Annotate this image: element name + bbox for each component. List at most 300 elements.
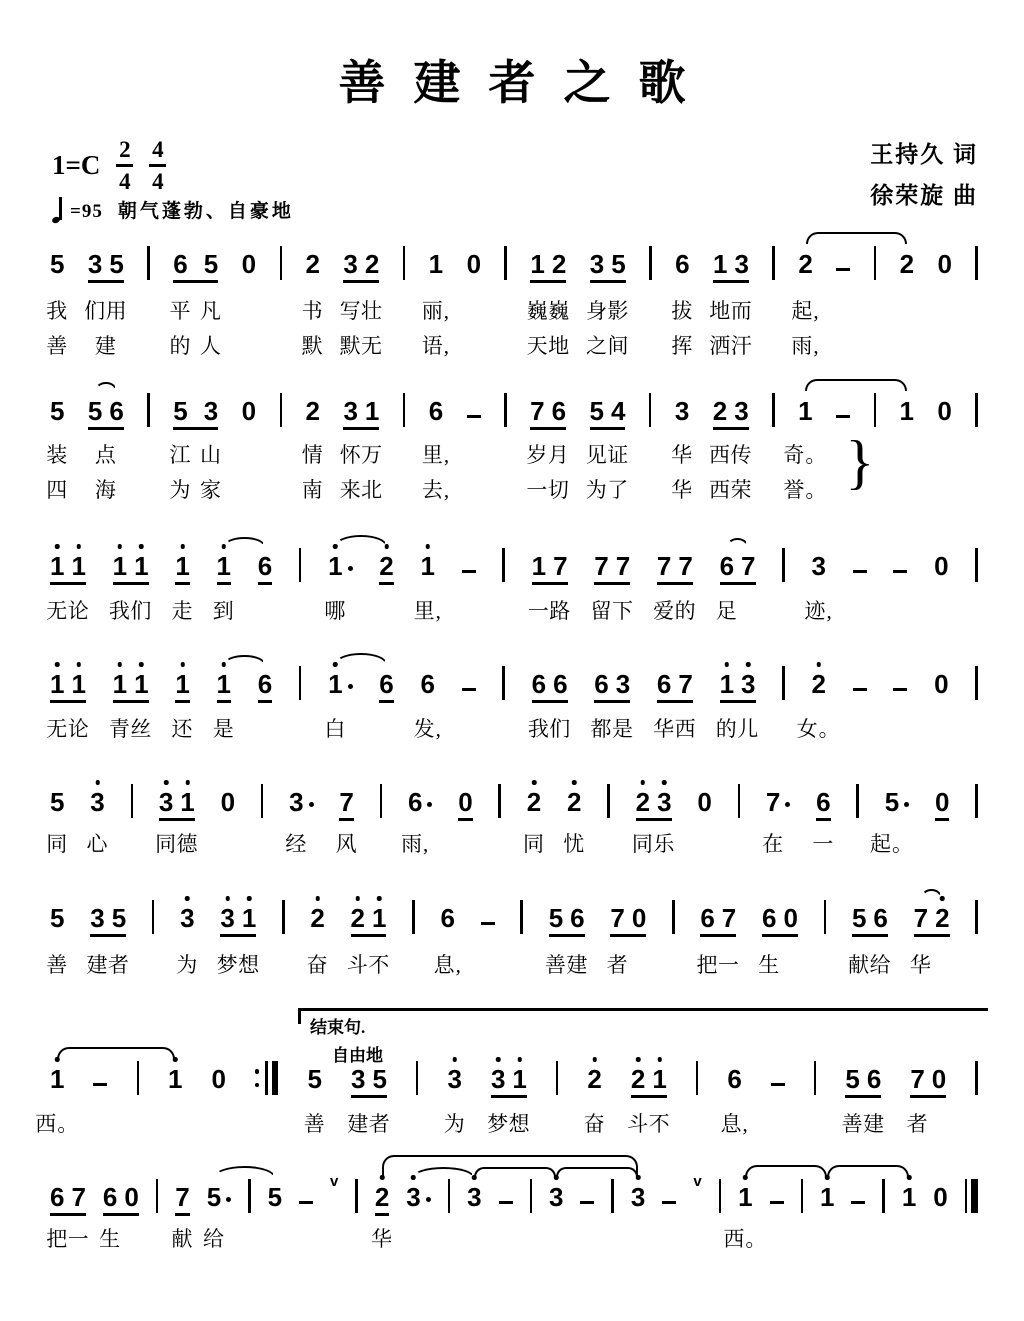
lyric-syllable: 留 <box>590 599 613 623</box>
beamed-note-group <box>657 553 693 585</box>
note-digit: 6 <box>727 1064 742 1094</box>
barline <box>719 1179 722 1216</box>
lyric-syllable: 语, <box>421 334 451 358</box>
barline <box>498 784 501 821</box>
note <box>217 671 231 703</box>
lyric-syllable: 还 <box>171 717 194 741</box>
note-digit: 3 <box>203 396 219 426</box>
note-digit: 1 <box>820 1184 834 1216</box>
octave-dot-above <box>76 544 81 549</box>
octave-dot-above <box>592 1057 597 1062</box>
note-digit: 6 <box>816 789 830 821</box>
breath-mark: v <box>330 1173 339 1190</box>
beamed-note-group <box>50 1184 86 1216</box>
slur-tie <box>335 653 386 664</box>
lyric-syllable: 汗 <box>730 334 753 358</box>
barline <box>299 548 302 585</box>
lyric-syllable: 奇。 <box>783 443 828 467</box>
barline <box>824 900 827 937</box>
note-digit: 5 <box>87 396 103 426</box>
octave-dot-above <box>139 544 144 549</box>
rest <box>467 251 481 283</box>
beamed-note-group <box>594 553 630 585</box>
note-digit: 7 <box>339 789 353 821</box>
lyric-syllable: 无 <box>361 334 384 358</box>
lyric-syllable: 点 <box>94 443 117 467</box>
lyric-syllable: 华 <box>371 1227 394 1251</box>
lyric-syllable: 发, <box>413 717 442 741</box>
note-digit: 3 <box>674 396 690 426</box>
lyric-syllable: 德 <box>176 832 199 856</box>
lyric-syllable: 善 <box>544 953 567 977</box>
note-digit: 6 <box>50 1182 65 1212</box>
duration-dash <box>299 1201 313 1217</box>
slur-tie <box>224 537 265 546</box>
octave-dot-above <box>118 544 123 549</box>
lyric-syllable: 了 <box>607 478 630 502</box>
barline <box>856 784 859 821</box>
note <box>268 1184 282 1216</box>
note <box>50 398 64 430</box>
note-digit: 6 <box>656 669 672 699</box>
lyric-syllable: 一 <box>812 832 835 856</box>
rest <box>242 398 256 430</box>
lyric-syllable: 无 <box>46 599 69 623</box>
lyric-syllable: 论 <box>67 717 90 741</box>
note-digit: 1 <box>217 553 231 585</box>
lyric-syllable: 家 <box>199 478 222 502</box>
duration-dash <box>462 688 476 704</box>
note-digit: 6 <box>420 669 435 699</box>
note-digit: 2 <box>527 789 541 821</box>
slur-tie <box>556 1167 638 1177</box>
note-digit: 0 <box>937 249 952 279</box>
note-digit: 6 <box>551 396 567 426</box>
time-numerator: 4 <box>152 137 164 162</box>
lyric-syllable: 者 <box>107 953 130 977</box>
lyric-syllable: 见 <box>585 443 608 467</box>
lyric-syllable: 不 <box>368 953 391 977</box>
beamed-note-group <box>491 1066 527 1098</box>
lyric-syllable: 是 <box>212 717 235 741</box>
barline <box>530 1179 533 1216</box>
duration-dash <box>853 570 867 586</box>
lyric-syllable: 生 <box>758 953 781 977</box>
lyric-syllable: 不 <box>648 1112 671 1136</box>
barline <box>416 1061 419 1098</box>
note-digit: 3 <box>87 249 103 279</box>
music-system-1 <box>46 243 978 358</box>
beamed-note-group <box>657 671 693 703</box>
note-digit: 2 <box>811 671 825 703</box>
beamed-note-group <box>530 251 566 283</box>
note-digit: 1 <box>180 789 194 815</box>
barline <box>975 548 978 585</box>
note-digit: 0 <box>220 787 236 817</box>
beamed-note-group <box>914 905 950 937</box>
note-digit: 1 <box>168 1066 182 1098</box>
note-row <box>50 897 978 937</box>
beamed-note-group <box>549 905 585 937</box>
lyric-syllable: 走 <box>171 599 194 623</box>
note-digit: 1 <box>113 553 127 579</box>
lyric-syllable: 为 <box>169 478 192 502</box>
lyric-syllable: 建 <box>863 1112 886 1136</box>
barline <box>502 666 505 703</box>
note <box>798 398 812 430</box>
beamed-note-group <box>532 671 568 703</box>
lyric-syllable: 装 <box>46 443 69 467</box>
lyric-syllable: 我 <box>527 717 550 741</box>
augmentation-dot <box>426 1197 431 1202</box>
beamed-note-group <box>220 905 256 937</box>
lyric-syllable: 海 <box>94 478 117 502</box>
beamed-note-group <box>636 789 672 821</box>
slur-tie <box>57 1047 175 1059</box>
barline <box>156 1179 159 1216</box>
note-digit: 3 <box>615 669 631 699</box>
note-row <box>50 243 978 283</box>
barline <box>282 900 285 937</box>
note <box>675 251 689 283</box>
lyric-syllable: 拔 <box>671 299 694 323</box>
note-digit: 2 <box>899 249 915 279</box>
note-digit: 2 <box>305 249 320 279</box>
note-digit: 6 <box>173 249 188 279</box>
rest <box>242 251 256 283</box>
note-digit: 1 <box>175 553 189 585</box>
note-digit: 0 <box>124 1182 139 1212</box>
note-digit: 6 <box>675 249 690 279</box>
note-digit: 3 <box>90 903 105 933</box>
note-digit: 6 <box>531 669 547 699</box>
note-digit: 5 <box>851 903 867 933</box>
note-digit: 5 <box>845 1064 860 1094</box>
note-digit: 2 <box>712 396 728 426</box>
note-digit: 3 <box>467 1184 481 1216</box>
note-digit: 1 <box>512 1066 526 1092</box>
note-digit: 1 <box>364 396 380 426</box>
duration-dash <box>836 268 850 284</box>
note <box>727 1066 741 1098</box>
note-digit: 0 <box>934 551 949 581</box>
note-digit: 1 <box>134 671 148 697</box>
barline <box>131 784 134 821</box>
lyric-syllable: 乐 <box>653 832 676 856</box>
barline <box>649 246 652 283</box>
note-digit: 6 <box>102 1182 118 1212</box>
octave-dot-above <box>139 662 144 667</box>
lyric-syllable: 爱 <box>653 599 676 623</box>
lyric-syllable: 西 <box>674 717 697 741</box>
slur-tie <box>806 232 907 244</box>
note-row <box>50 781 978 821</box>
music-system-5 <box>46 781 978 856</box>
octave-dot-above <box>55 544 60 549</box>
augmentation-dot <box>226 1197 231 1202</box>
music-system-3 <box>46 545 978 623</box>
note-digit: 3 <box>343 249 358 279</box>
slur-tie <box>335 535 386 546</box>
octave-dot-above <box>185 780 190 785</box>
barline <box>556 1061 559 1098</box>
lyric-syllable: 女。 <box>796 717 841 741</box>
lyric-syllable: 同 <box>46 832 69 856</box>
lyric-syllable: 是 <box>611 717 634 741</box>
key-time-signature <box>52 138 166 193</box>
verse-brace: } <box>845 429 875 495</box>
lyric-syllable: 建 <box>566 953 589 977</box>
octave-dot-above <box>746 662 751 667</box>
note <box>50 251 64 283</box>
note <box>339 789 353 821</box>
lyric-syllable: 者 <box>906 1112 929 1136</box>
note-digit: 0 <box>211 1064 226 1094</box>
lyric-syllable: 洒 <box>709 334 732 358</box>
rest <box>933 1184 947 1216</box>
note-digit: 3 <box>631 1184 645 1216</box>
tempo-bpm: =95 <box>70 201 103 222</box>
note <box>549 1184 563 1216</box>
barline <box>152 900 155 937</box>
lyric-syllable: 路 <box>549 599 572 623</box>
rest <box>458 789 472 821</box>
note-digit: 6 <box>866 1064 882 1094</box>
octave-dot-above <box>425 544 430 549</box>
duration-dash <box>580 1201 594 1217</box>
lyric-syllable: 生 <box>99 1227 122 1251</box>
note-digit: 5 <box>111 903 127 933</box>
note <box>90 789 104 821</box>
barline <box>504 393 507 430</box>
note <box>310 905 324 937</box>
barline <box>874 393 877 430</box>
note-digit: 1 <box>531 551 547 581</box>
note-digit: 3 <box>549 1184 563 1216</box>
note-digit: 5 <box>109 249 124 279</box>
octave-dot-above <box>95 780 100 785</box>
lyric-syllable: 论 <box>67 599 90 623</box>
note-row <box>50 390 978 430</box>
lyric-syllable: 华 <box>909 953 932 977</box>
note-digit: 7 <box>615 551 631 581</box>
note <box>180 905 194 937</box>
lyric-syllable: 怀 <box>339 443 362 467</box>
note-digit: 7 <box>594 551 609 581</box>
note-digit: 0 <box>697 787 712 817</box>
note <box>899 398 913 430</box>
lyric-syllable: 来 <box>339 478 362 502</box>
lyric-syllable: 地 <box>548 334 571 358</box>
lyric-syllable: 凡 <box>199 299 222 323</box>
note <box>50 789 64 821</box>
duration-dash <box>893 570 907 586</box>
lyric-syllable: 北 <box>361 478 384 502</box>
lyric-syllable: 在 <box>762 832 785 856</box>
lyric-syllable: 献 <box>171 1227 194 1251</box>
octave-dot-above <box>641 780 646 785</box>
note-digit: 6 <box>719 551 735 581</box>
note <box>631 1184 645 1216</box>
lyric-syllable: 善 <box>46 953 69 977</box>
octave-dot-above <box>496 1057 501 1062</box>
fraction-bar <box>116 164 133 167</box>
beamed-note-group <box>351 905 387 937</box>
note <box>447 1066 461 1098</box>
note-digit: 5 <box>50 787 65 817</box>
note <box>375 1184 389 1216</box>
note-digit: 7 <box>678 551 693 581</box>
barline <box>772 246 775 283</box>
octave-dot-above <box>452 1057 457 1062</box>
rest <box>934 553 948 585</box>
note-digit: 1 <box>217 671 231 703</box>
barline <box>975 666 978 703</box>
slur-tie <box>474 1167 556 1177</box>
lyric-syllable: 影 <box>607 299 630 323</box>
beamed-note-group <box>713 398 749 430</box>
note <box>50 905 64 937</box>
composer-credit: 徐荣旋 曲 <box>870 183 978 208</box>
time-signature-44 <box>149 138 166 193</box>
octave-dot-above <box>180 544 185 549</box>
barline <box>772 393 775 430</box>
lyric-syllable: 雨, <box>791 334 820 358</box>
octave-dot-above <box>377 896 382 901</box>
note-digit: 3 <box>734 249 749 279</box>
breath-mark: v <box>693 1173 702 1190</box>
note-digit: 0 <box>931 1064 947 1094</box>
beamed-note-group <box>50 671 86 703</box>
note <box>175 671 189 703</box>
lyric-syllable: 为 <box>443 1112 466 1136</box>
beamed-note-group <box>50 553 86 585</box>
lyric-syllable: 荣 <box>730 478 753 502</box>
note <box>406 1184 430 1216</box>
lyric-syllable: 起, <box>791 299 820 323</box>
note <box>175 1184 189 1216</box>
lyric-syllable: 我 <box>46 299 69 323</box>
octave-dot-above <box>356 896 361 901</box>
note-digit: 5 <box>173 396 188 426</box>
lyric-syllable: 息, <box>433 953 462 977</box>
lyric-syllable: 息, <box>720 1112 749 1136</box>
lyric-syllable: 给 <box>202 1227 225 1251</box>
note <box>811 553 825 585</box>
augmentation-dot <box>309 802 314 807</box>
note-row <box>50 663 978 703</box>
barline <box>355 1179 358 1216</box>
note-digit: 3 <box>741 671 755 697</box>
note-digit: 3 <box>159 789 173 815</box>
note-digit: 0 <box>933 1182 948 1212</box>
lyric-syllable: 忧 <box>563 832 586 856</box>
note-digit: 3 <box>589 249 605 279</box>
lyric-syllable: 把 <box>696 953 719 977</box>
lyric-syllable: 天 <box>526 334 549 358</box>
lyric-syllable: 为 <box>585 478 608 502</box>
note-digit: 7 <box>741 551 756 581</box>
note <box>168 1066 182 1098</box>
lyric-syllable: 去, <box>421 478 451 502</box>
beamed-note-group <box>590 251 626 283</box>
note-digit: 5 <box>206 1182 222 1212</box>
lyric-syllable: 梦 <box>216 953 239 977</box>
note <box>900 251 914 283</box>
lyric-syllable: 西。 <box>35 1112 80 1136</box>
note-digit: 3 <box>180 905 194 937</box>
note-digit: 3 <box>220 905 234 931</box>
lyric-syllable: 身 <box>586 299 609 323</box>
note <box>467 1184 481 1216</box>
note-digit: 0 <box>241 249 257 279</box>
lyric-syllable: 誉。 <box>783 478 828 502</box>
lyric-syllable: 书 <box>301 299 324 323</box>
tempo-description: 朝气蓬勃、自豪地 <box>117 201 294 222</box>
note <box>811 671 825 703</box>
note-digit: 1 <box>328 553 342 585</box>
lyric-syllable: 想 <box>508 1112 531 1136</box>
note <box>258 671 272 703</box>
lyric-syllable: 传 <box>730 443 753 467</box>
note-digit: 0 <box>466 249 482 279</box>
note-digit: 7 <box>71 1182 86 1212</box>
beamed-note-group <box>762 905 798 937</box>
augmentation-dot <box>785 802 790 807</box>
barline <box>412 900 415 937</box>
note-digit: 2 <box>351 905 365 931</box>
music-system-7 <box>35 1058 978 1136</box>
duration-dash <box>662 1201 676 1217</box>
octave-dot-above <box>76 662 81 667</box>
lyric-syllable: 壮 <box>361 299 384 323</box>
tempo-marking <box>52 196 294 223</box>
end-repeat-barline <box>255 1061 279 1098</box>
note-digit: 1 <box>50 1066 64 1098</box>
note <box>816 789 830 821</box>
lyric-syllable: 证 <box>607 443 630 467</box>
beamed-note-group <box>910 1066 946 1098</box>
duration-dash <box>93 1083 107 1099</box>
note-digit: 6 <box>570 903 585 933</box>
lyric-syllable: 岁 <box>526 443 549 467</box>
note-digit: 6 <box>762 903 777 933</box>
duration-dash <box>836 415 850 431</box>
note-digit: 7 <box>656 551 672 581</box>
beamed-note-group <box>173 251 218 283</box>
lyric-syllable: 同 <box>523 832 546 856</box>
beamed-note-group <box>88 251 124 283</box>
octave-dot-above <box>185 896 190 901</box>
note-digit: 0 <box>935 789 949 821</box>
slur-tie <box>727 538 748 546</box>
lyric-syllable: 们 <box>84 299 107 323</box>
barline <box>649 393 652 430</box>
lyric-syllable: 青 <box>108 717 131 741</box>
beamed-note-group <box>700 905 736 937</box>
rest <box>934 671 948 703</box>
lyric-syllable: 西 <box>709 478 732 502</box>
lyric-syllable: 建 <box>86 953 109 977</box>
note-digit: 5 <box>548 903 564 933</box>
barline <box>975 784 978 821</box>
octave-dot-above <box>55 662 60 667</box>
note <box>798 251 812 283</box>
lyric-syllable: 下 <box>611 599 634 623</box>
note-digit: 2 <box>310 905 324 937</box>
lyric-syllable: 挥 <box>671 334 694 358</box>
note-digit: 7 <box>553 551 568 581</box>
